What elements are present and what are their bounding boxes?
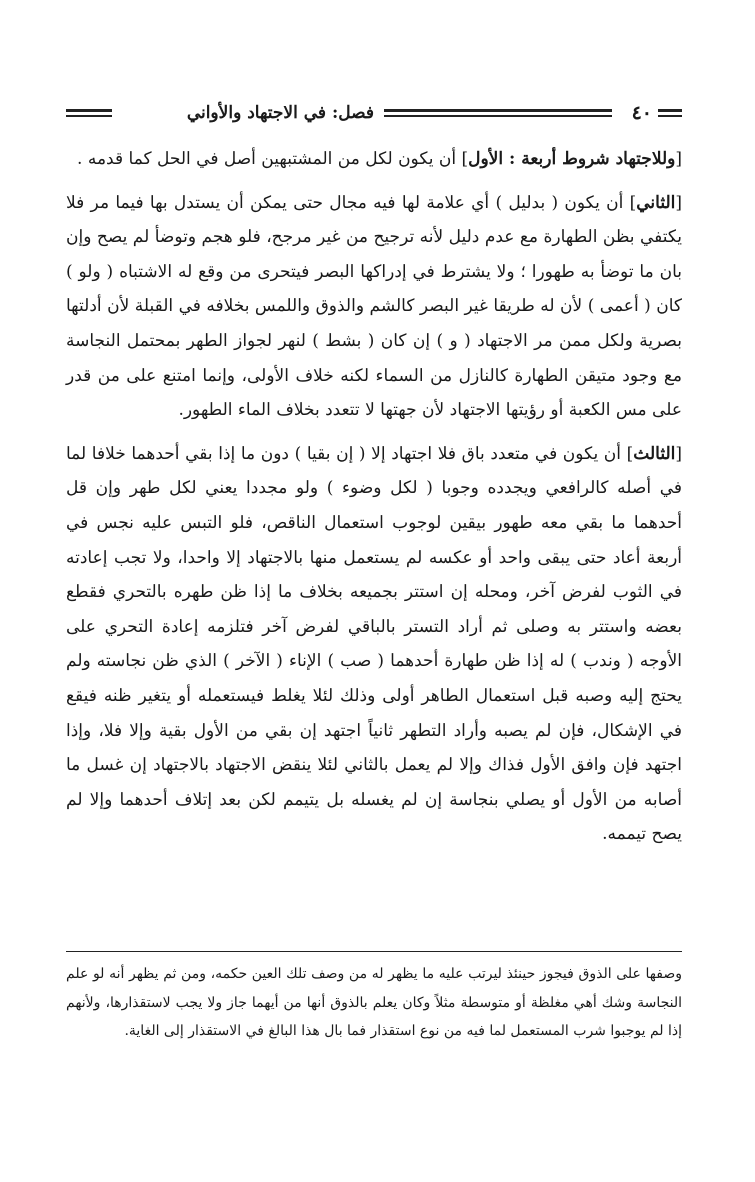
paragraph-lead: الثاني [636,192,676,213]
paragraph-lead: الثالث [633,443,676,464]
footnote: وصفها على الذوق فيجوز حينئذ ليرتب عليه ما يظهر له من وصف تلك العين حكمه، ومن ثم يظهر أنه لو علم النجاسة وشك أهي مغلظة أو متوسطة مثلاً وكان يعلم بالذوق أنها من أيهما جاز ولا يجب لاستقذارها، ولأنهم إذا لم يوجبوا شرب المستعمل لما فيه من نوع استقذار فما بال هذا البالغ في الاستقذار إلى الغاية. [66,966,682,1040]
paragraph-text: أن يكون ( بدليل ) أي علامة لها فيه مجال حتى يمكن أن يستدل بها فيما مر فلا يكتفي بظن الطهارة مع عدم دليل لأنه ترجيح من غير مرجح، فلو هجم وتوضأ لم يصح وإن بان ما توضأ به طهورا ؛ ولا يشترط في إدراكها البصر فيتحرى من وقع له الاشتباه ( ولو ) كان ( أعمى ) لأن له طريقا غير البصر كالشم والذوق واللمس بخلافه في القبلة لأن أدلتها بصرية ولكل ممن مر الاجتهاد ( و ) إن كان ( بشط ) لنهر لجواز الطهر بمحتمل النجاسة مع وجود متيقن الطهارة كالنازل من السماء لكنه خلاف الأولى، وإنما امتنع على من قدر على مس الكعبة أو رؤيتها الاجتهاد لأن جهتها لا تتعدد بخلاف الماء الطهور. [66,192,682,421]
paragraph-text: أن يكون لكل من المشتبهين أصل في الحل كما قدمه . [77,149,462,169]
bracket-open: [ [675,149,682,169]
paragraph-lead: وللاجتهاد شروط أربعة : الأول [468,149,676,169]
bracket-open: [ [675,192,682,213]
page-number: ٤٠ [631,102,652,124]
header-rule-left [66,109,112,117]
header-rule-right [658,109,682,117]
main-text [66,142,682,852]
page-header [66,100,682,130]
bracket-close: ] [461,149,469,169]
paragraph-first-condition [66,142,682,177]
paragraph-second-condition [66,186,682,428]
bracket-open: [ [675,443,682,464]
paragraph-text: أن يكون في متعدد باق فلا اجتهاد إلا ( إن بقيا ) دون ما إذا بقي أحدهما خلافا لما في أصله كالرافعي ويجدده وجوبا ( لكل وضوء ) ولو مجددا يعني لكل طهر وإن قل أحدهما ما بقي معه طهور بيقين لوجوب استعمال الناقص، فلو التبس عليه نجس في أربعة أعاد حتى يبقى واحد أو عكسه لم يستعمل منها بالاجتهاد إلا واحدا، ولا تجب إعادته في الثوب لفرض آخر، ومحله إن استتر بجميعه بخلاف ما إذا ظن طهره بالتحري فقطع بعضه واستتر به وصلى ثم أراد التستر بالباقي لفرض آخر فتلزمه إعادة التحري على الأوجه ( وندب ) له إذا ظن طهارة أحدهما ( صب ) الإناء ( الآخر ) الذي ظن نجاسته ولم يحتج إليه وصبه قبل استعمال الطاهر أولى وذلك لئلا يغلط فيستعمله أو يتغير ظنه فيقع في الإشكال، فإن لم يصبه وأراد التطهر ثانياً اجتهد إن بقي من الأول بقية وإلا فلا، وإذا اجتهد فإن وافق الأول فذاك وإلا لم يعمل بالثاني لئلا ينقض الاجتهاد بالاجتهاد إن غسل ما أصابه من الأول أو يصلي بنجاسة إن لم يغسله بل يتيمم لكن بعد إتلاف أحدهما وإلا لم يصح تيممه. [66,443,682,845]
header-rule-middle [384,109,612,117]
bracket-close: ] [626,443,634,464]
running-title: فصل: في الاجتهاد والأواني [186,103,374,123]
footnote-separator [66,951,682,952]
bracket-close: ] [629,192,637,213]
paragraph-third-condition [66,437,682,852]
